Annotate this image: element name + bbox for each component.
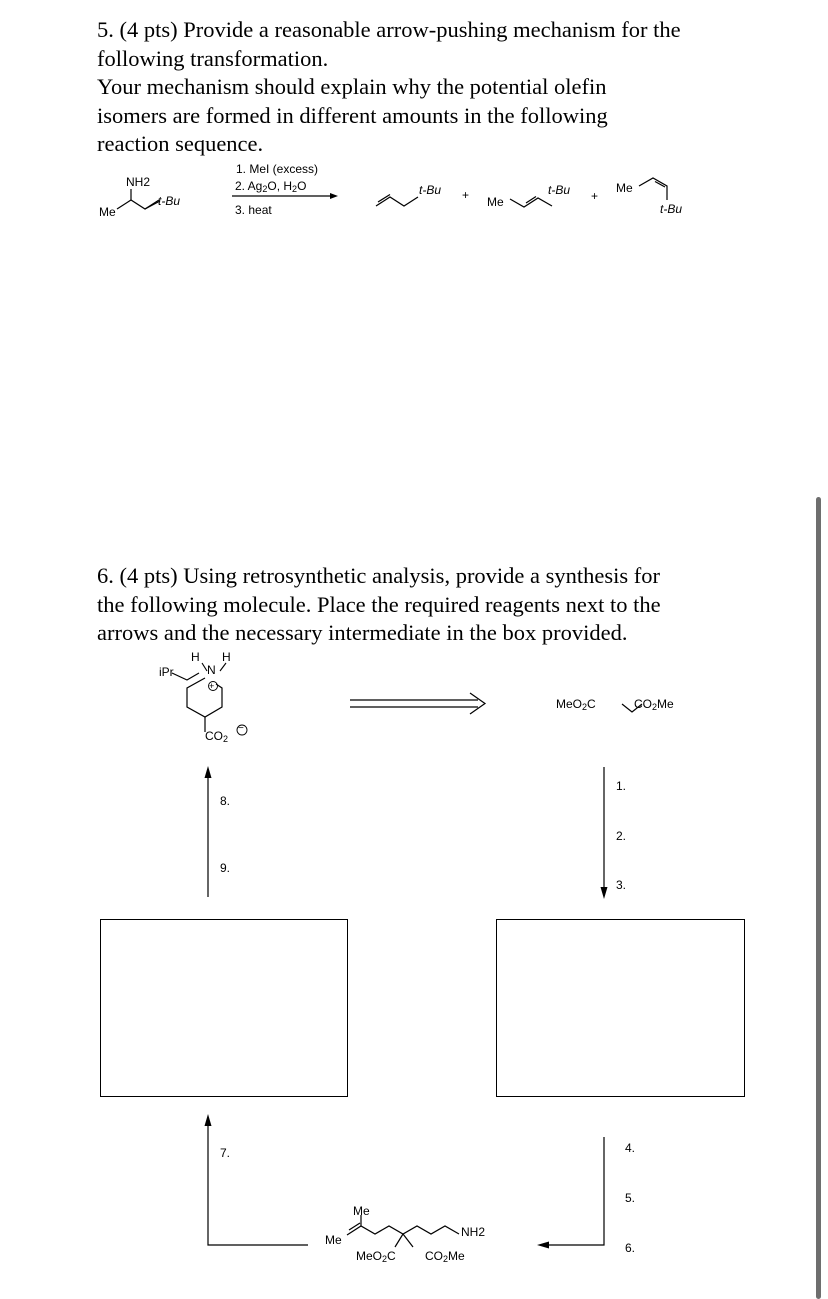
intermediate-methyl-top: Me <box>353 1204 370 1218</box>
step-2-label: 2. <box>616 829 627 843</box>
question-6-text <box>97 562 797 648</box>
target-n-label: N <box>207 663 216 677</box>
arrow-7 <box>208 1122 308 1245</box>
intermediate-box-right[interactable] <box>496 919 745 1097</box>
arrow-4-6 <box>545 1137 604 1245</box>
condition-step-2: 2. $Ag_2O$, $H_2O$ <box>235 179 307 194</box>
step-8-label: 8. <box>220 794 231 808</box>
step-5-label: 5. <box>625 1191 636 1205</box>
plus-sign-1: + <box>462 188 470 202</box>
intermediate-nh2-label: NH2 <box>461 1225 486 1239</box>
step-6-label: 6. <box>625 1241 636 1255</box>
q6-line-3: arrows and the necessary intermediate in the box provided. <box>97 620 628 645</box>
plus-sign-2: + <box>591 189 599 203</box>
target-h2-label: H <box>222 650 231 664</box>
scrollbar[interactable] <box>816 497 821 1299</box>
target-minus-charge: − <box>238 723 244 734</box>
q5-line-2: following transformation. <box>97 45 329 71</box>
intermediate-box-left[interactable] <box>100 919 348 1097</box>
product-1-tbu-label: t-Bu <box>419 183 442 197</box>
target-carboxylate-label: $CO_2$ <box>205 729 229 744</box>
product-3-methyl-label: Me <box>616 181 633 195</box>
target-ipr-label: iPr <box>159 665 174 679</box>
q5-line-3: Your mechanism should explain why the potential olefin <box>97 74 607 99</box>
q6-line-2: the following molecule. Place the required reagents next to the <box>97 591 661 617</box>
step-3-label: 3. <box>616 878 627 892</box>
substrate-tbu-label: t-Bu <box>158 194 181 208</box>
substrate-amine-label: NH2 <box>126 175 151 189</box>
step-1-label: 1. <box>616 779 627 793</box>
condition-step-1: 1. MeI (excess) <box>236 162 319 176</box>
product-1-chain <box>376 197 418 206</box>
substrate-methyl-label: Me <box>99 205 116 219</box>
product-2-methyl-label: Me <box>487 195 504 209</box>
product-2-tbu-label: t-Bu <box>548 183 571 197</box>
target-plus-charge: + <box>209 681 215 691</box>
intermediate-ester-1: MeO$_2$C <box>356 1249 396 1264</box>
retrosynthesis-arrow <box>350 693 485 714</box>
intermediate-ester-2: $CO_2Me$ <box>425 1249 465 1264</box>
product-3-chain <box>639 178 667 200</box>
step-7-label: 7. <box>220 1146 231 1160</box>
q5-line-4: isomers are formed in different amounts in the following <box>97 102 608 128</box>
step-9-label: 9. <box>220 861 231 875</box>
diester-amine-intermediate <box>347 1215 459 1247</box>
intermediate-methyl-left: Me <box>325 1233 342 1247</box>
start-ester-left: MeO$_2$C <box>556 697 596 712</box>
q5-line-1: 5. (4 pts) Provide a reasonable arrow-pushing mechanism for the <box>97 17 681 42</box>
start-ester-right: $CO_2Me$ <box>634 697 674 712</box>
target-h1-label: H <box>191 650 200 664</box>
q6-line-1: 6. (4 pts) Using retrosynthetic analysis, provide a synthesis for <box>97 563 661 588</box>
step-4-label: 4. <box>625 1141 636 1155</box>
product-3-tbu-label: t-Bu <box>660 202 683 216</box>
q5-line-5: reaction sequence. <box>97 131 264 156</box>
condition-step-3: 3. heat <box>235 203 272 217</box>
